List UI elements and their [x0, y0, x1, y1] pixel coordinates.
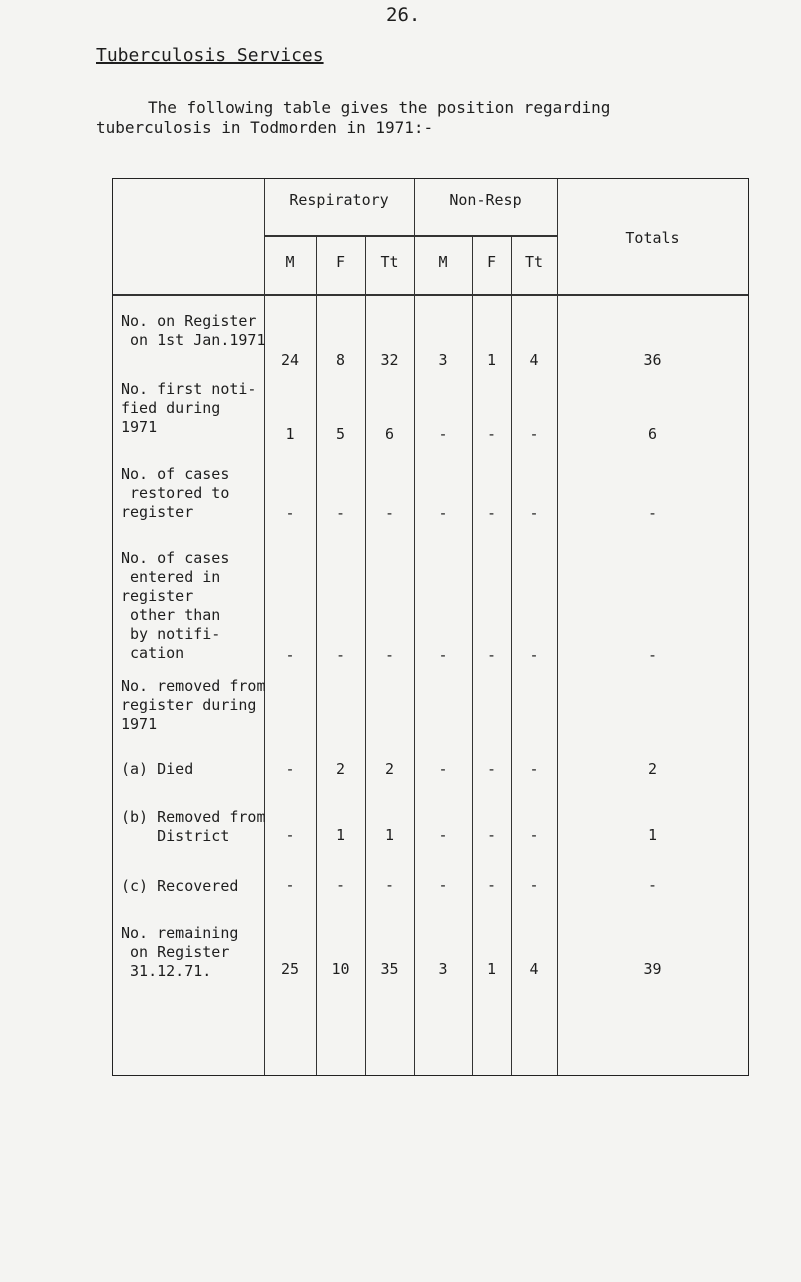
cell-totals: - — [647, 646, 658, 664]
cell-nonresp-m: 3 — [438, 960, 448, 978]
cell-resp-m: 24 — [280, 351, 300, 369]
row-label: No. removed from register during 1971 — [121, 677, 266, 733]
cell-resp-f: 8 — [335, 351, 346, 369]
subheader-resp-tt: Tt — [380, 253, 399, 271]
cell-resp-tt: 6 — [384, 425, 395, 443]
cell-nonresp-f: - — [486, 760, 497, 778]
header-rule — [113, 294, 748, 296]
cell-resp-f: 2 — [335, 760, 346, 778]
subheader-resp-m: M — [285, 253, 295, 271]
row-label: No. first noti- fied during 1971 — [121, 380, 257, 436]
cell-resp-f: 10 — [331, 960, 350, 978]
cell-resp-tt: 1 — [384, 826, 395, 844]
row-label: No. on Register on 1st Jan.1971 — [121, 312, 266, 349]
cell-totals: 36 — [643, 351, 662, 369]
cell-resp-f: 1 — [335, 826, 346, 844]
row-label: No. of cases entered in register other than by notifi- cation — [121, 549, 230, 662]
intro-line-1: The following table gives the position regarding — [148, 98, 611, 117]
cell-resp-m: 25 — [280, 960, 300, 978]
cell-resp-f: - — [335, 646, 346, 664]
col-rule — [414, 179, 415, 1075]
cell-nonresp-tt: 4 — [529, 960, 539, 978]
subheader-nonresp-m: M — [438, 253, 448, 271]
cell-nonresp-m: - — [438, 646, 448, 664]
header-totals: Totals — [625, 229, 680, 247]
cell-resp-m: - — [285, 646, 295, 664]
cell-nonresp-f: 1 — [486, 960, 497, 978]
cell-nonresp-tt: - — [529, 646, 539, 664]
cell-resp-tt: 2 — [384, 760, 395, 778]
cell-nonresp-m: - — [438, 504, 448, 522]
cell-nonresp-f: - — [486, 646, 497, 664]
cell-totals: - — [647, 504, 658, 522]
cell-resp-m: - — [285, 760, 295, 778]
cell-resp-tt: 35 — [380, 960, 399, 978]
cell-resp-m: - — [285, 504, 295, 522]
subheader-resp-f: F — [335, 253, 346, 271]
cell-resp-m: - — [285, 876, 295, 894]
subheader-nonresp-f: F — [486, 253, 497, 271]
row-label: (a) Died — [121, 760, 194, 778]
page-number: 26. — [386, 4, 421, 26]
cell-totals: - — [647, 876, 658, 894]
cell-nonresp-m: - — [438, 425, 448, 443]
tuberculosis-table — [112, 178, 749, 1076]
cell-nonresp-m: - — [438, 876, 448, 894]
cell-nonresp-m: - — [438, 760, 448, 778]
cell-totals: 39 — [643, 960, 662, 978]
subheader-rule — [264, 235, 557, 237]
cell-resp-m: - — [285, 826, 295, 844]
cell-resp-tt: - — [384, 504, 395, 522]
row-label: No. remaining on Register 31.12.71. — [121, 924, 239, 980]
cell-resp-f: - — [335, 876, 346, 894]
row-label: (b) Removed from District — [121, 808, 266, 845]
cell-nonresp-f: - — [486, 876, 497, 894]
row-label: (c) Recovered — [121, 877, 239, 895]
cell-nonresp-f: - — [486, 504, 497, 522]
cell-resp-tt: - — [384, 876, 395, 894]
cell-nonresp-tt: - — [529, 504, 539, 522]
intro-line-2: tuberculosis in Todmorden in 1971:- — [96, 118, 434, 137]
cell-nonresp-tt: - — [529, 826, 539, 844]
row-label: No. of cases restored to register — [121, 465, 230, 521]
cell-nonresp-tt: - — [529, 760, 539, 778]
cell-totals: 1 — [647, 826, 658, 844]
cell-nonresp-m: - — [438, 826, 448, 844]
cell-resp-f: 5 — [335, 425, 346, 443]
subheader-nonresp-tt: Tt — [524, 253, 544, 271]
header-non-resp: Non-Resp — [449, 191, 522, 209]
header-respiratory: Respiratory — [289, 191, 389, 209]
cell-nonresp-tt: - — [529, 876, 539, 894]
cell-nonresp-f: - — [486, 425, 497, 443]
cell-totals: 6 — [647, 425, 658, 443]
cell-nonresp-f: - — [486, 826, 497, 844]
cell-nonresp-tt: - — [529, 425, 539, 443]
cell-nonresp-m: 3 — [438, 351, 448, 369]
cell-nonresp-f: 1 — [486, 351, 497, 369]
col-rule — [557, 179, 558, 1075]
cell-resp-tt: 32 — [380, 351, 399, 369]
cell-totals: 2 — [647, 760, 658, 778]
cell-resp-tt: - — [384, 646, 395, 664]
cell-resp-m: 1 — [285, 425, 295, 443]
section-heading: Tuberculosis Services — [96, 45, 324, 66]
cell-nonresp-tt: 4 — [529, 351, 539, 369]
cell-resp-f: - — [335, 504, 346, 522]
